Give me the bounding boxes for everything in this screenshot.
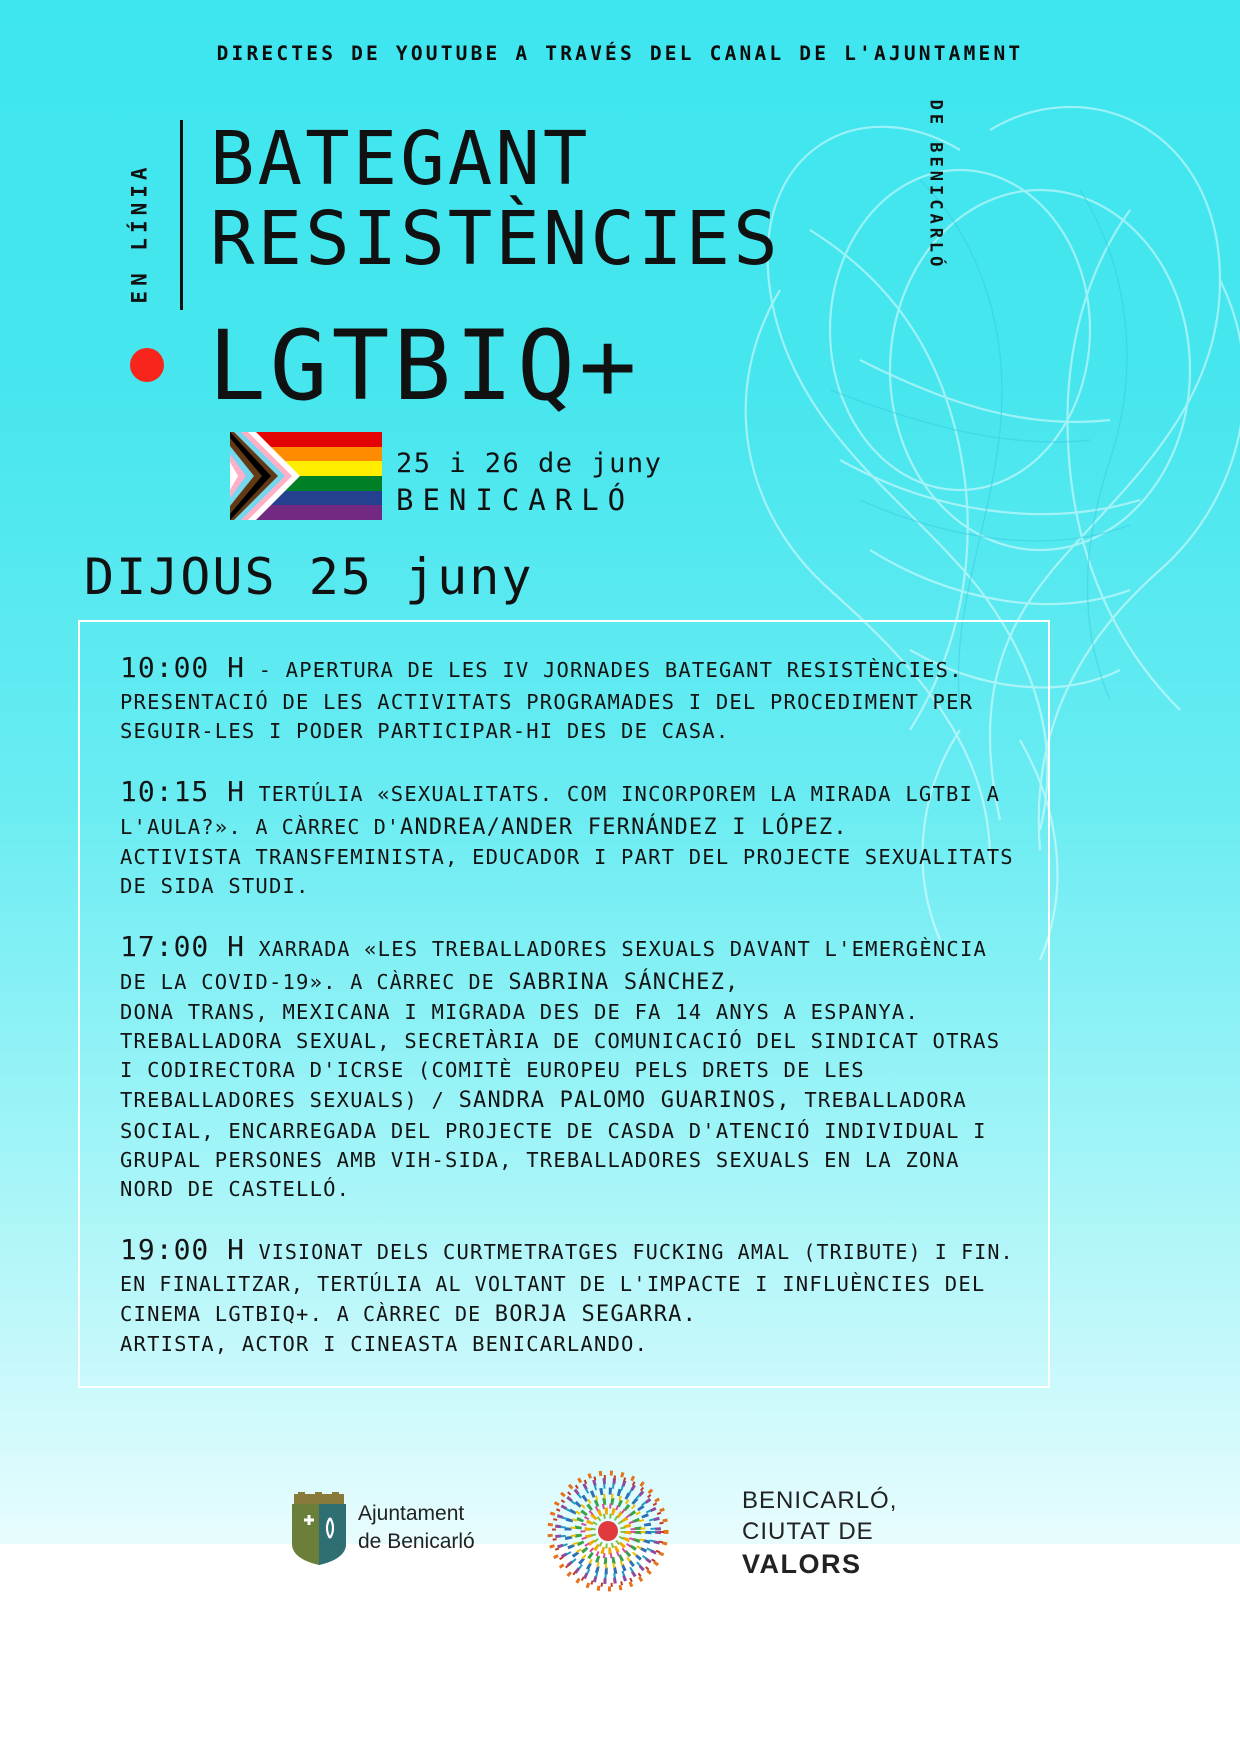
- flag-chevron: [230, 432, 318, 520]
- program-item-1900-kind: VISIONAT DELS: [258, 1240, 430, 1265]
- program-item-1900-body-2: ARTISTA, ACTOR I CINEASTA BENICARLANDO.: [120, 1332, 649, 1357]
- program-item-1015-body: ACTIVISTA TRANSFEMINISTA, EDUCADOR I PART DEL PROJECTE SEXUALITATS DE SIDA STUDI.: [120, 844, 1014, 899]
- program-item-1015-credit-label: A CÀRREC D': [255, 814, 400, 839]
- valors-line-3: VALORS: [742, 1549, 862, 1580]
- program-item-1700: [120, 927, 1014, 1204]
- valors-line-2: CIUTAT DE: [742, 1517, 874, 1545]
- program-item-1700-credit-name-2: SANDRA PALOMO GUARINOS,: [458, 1088, 791, 1114]
- program-item-1700-title: «LES TREBALLADORES SEXUALS DAVANT L'EMERGÈNCIA DE LA COVID-19».: [120, 937, 988, 994]
- red-dot-icon: [130, 348, 164, 382]
- program-item-1700-body: [120, 998, 1014, 1204]
- program-item-1000-body: PRESENTACIÓ DE LES ACTIVITATS PROGRAMADES I DEL PROCEDIMENT PER SEGUIR-LES I PODER PARTICIPAR-HI DES DE CASA.: [120, 689, 974, 743]
- program-item-1900-title: CURTMETRATGES: [442, 1240, 619, 1265]
- program-item-1000: [120, 648, 1014, 746]
- ajuntament-wordmark: [358, 1500, 475, 1557]
- program-item-1700-body-part1: DONA TRANS, MEXICANA I MIGRADA DES DE FA 14 ANYS A ESPANYA. TREBALLADORA SEXUAL, SECRETÀRIA DE COMUNICACIÓ DEL SINDICAT OTRAS I CODIRECTORA D'ICRSE (COMITÈ EUROPEU PELS DRETS DE LES TREBALLADORES SEXUALS) /: [120, 1000, 1001, 1113]
- broadcast-note: DIRECTES DE YOUTUBE A TRAVÉS DEL CANAL DE L'AJUNTAMENT: [216, 42, 1024, 65]
- day-heading: DIJOUS 25 juny: [84, 548, 534, 606]
- de-benicarlo-text: DE BENICARLÓ: [925, 99, 946, 271]
- date-location: [396, 448, 662, 517]
- benicarlo-ciutat-de-valors-wordmark: [742, 1486, 897, 1582]
- program-item-1700-headline: [120, 927, 1014, 998]
- program-item-1900-time: 19:00 H: [120, 1233, 246, 1267]
- en-linia-label: [120, 118, 160, 348]
- poster-title-line-2: RESISTÈNCIES: [210, 196, 781, 282]
- program-item-1000-dash: -: [258, 658, 273, 682]
- program-item-1015-headline: [120, 772, 1014, 843]
- program-item-1700-body-part2: TREBALLADORA SOCIAL, ENCARREGADA DEL PROJECTE DE CASDA D'ATENCIÓ INDIVIDUAL I GRUPAL PERSONES AMB VIH-SIDA, TREBALLADORES SEXUALS EN LA ZONA NORD DE CASTELLÓ.: [120, 1088, 987, 1201]
- program-item-1000-time: 10:00 H: [120, 651, 246, 684]
- program-item-1015-credit-name: ANDREA/ANDER FERNÁNDEZ I LÓPEZ.: [400, 814, 848, 840]
- program-item-1015-time: 10:15 H: [120, 774, 246, 808]
- ajuntament-line-2: de Benicarló: [358, 1530, 475, 1554]
- program-item-1700-credit-label: A CÀRREC DE: [350, 969, 495, 994]
- valors-line-1: BENICARLÓ,: [742, 1487, 898, 1514]
- program-item-1015: [120, 772, 1014, 901]
- en-linia-text: EN LÍNIA: [128, 162, 152, 304]
- title-divider-rule: [180, 120, 183, 310]
- program-item-1900: [120, 1230, 1014, 1359]
- program-item-1900-highlight: L'IMPACTE I INFLUÈNCIES DEL CINEMA LGTBIQ+.: [120, 1271, 986, 1326]
- program-item-1000-headline: [120, 648, 1014, 688]
- program-item-1900-credit-name: BORJA SEGARRA.: [494, 1301, 698, 1327]
- de-benicarlo-label: [920, 85, 950, 285]
- program-item-1900-credit-label: A CÀRREC DE: [336, 1301, 482, 1326]
- mandala-logo-icon: [508, 1468, 708, 1594]
- ajuntament-line-1: Ajuntament: [358, 1502, 465, 1525]
- poster-title-line-1: BATEGANT: [210, 116, 591, 202]
- event-city: BENICARLÓ: [396, 483, 635, 517]
- program-item-1000-title: APERTURA DE LES IV JORNADES BATEGANT RESISTÈNCIES.: [285, 658, 963, 682]
- progress-pride-flag-icon: [230, 432, 382, 520]
- program-item-1900-headline: [120, 1230, 1014, 1330]
- program-item-1700-kind: XARRADA: [258, 937, 351, 962]
- program-item-1700-credit-name: SABRINA SÁNCHEZ,: [508, 969, 740, 995]
- program-item-1015-title: «SEXUALITATS. COM INCORPOREM LA MIRADA LGTBI A L'AULA?».: [120, 781, 1001, 839]
- event-dates: 25 i 26 de juny: [396, 448, 663, 479]
- poster-title-line-3: LGTBIQ+: [208, 310, 641, 422]
- benicarlo-coat-of-arms-icon: [290, 1492, 348, 1566]
- program-item-1015-kind: TERTÚLIA: [258, 781, 364, 806]
- program-item-1900-body: FUCKING AMAL (TRIBUTE) I FIN. EN FINALITZAR, TERTÚLIA AL VOLTANT DE: [120, 1240, 1014, 1296]
- program-item-1700-time: 17:00 H: [120, 930, 246, 964]
- program-panel: [78, 620, 1050, 1388]
